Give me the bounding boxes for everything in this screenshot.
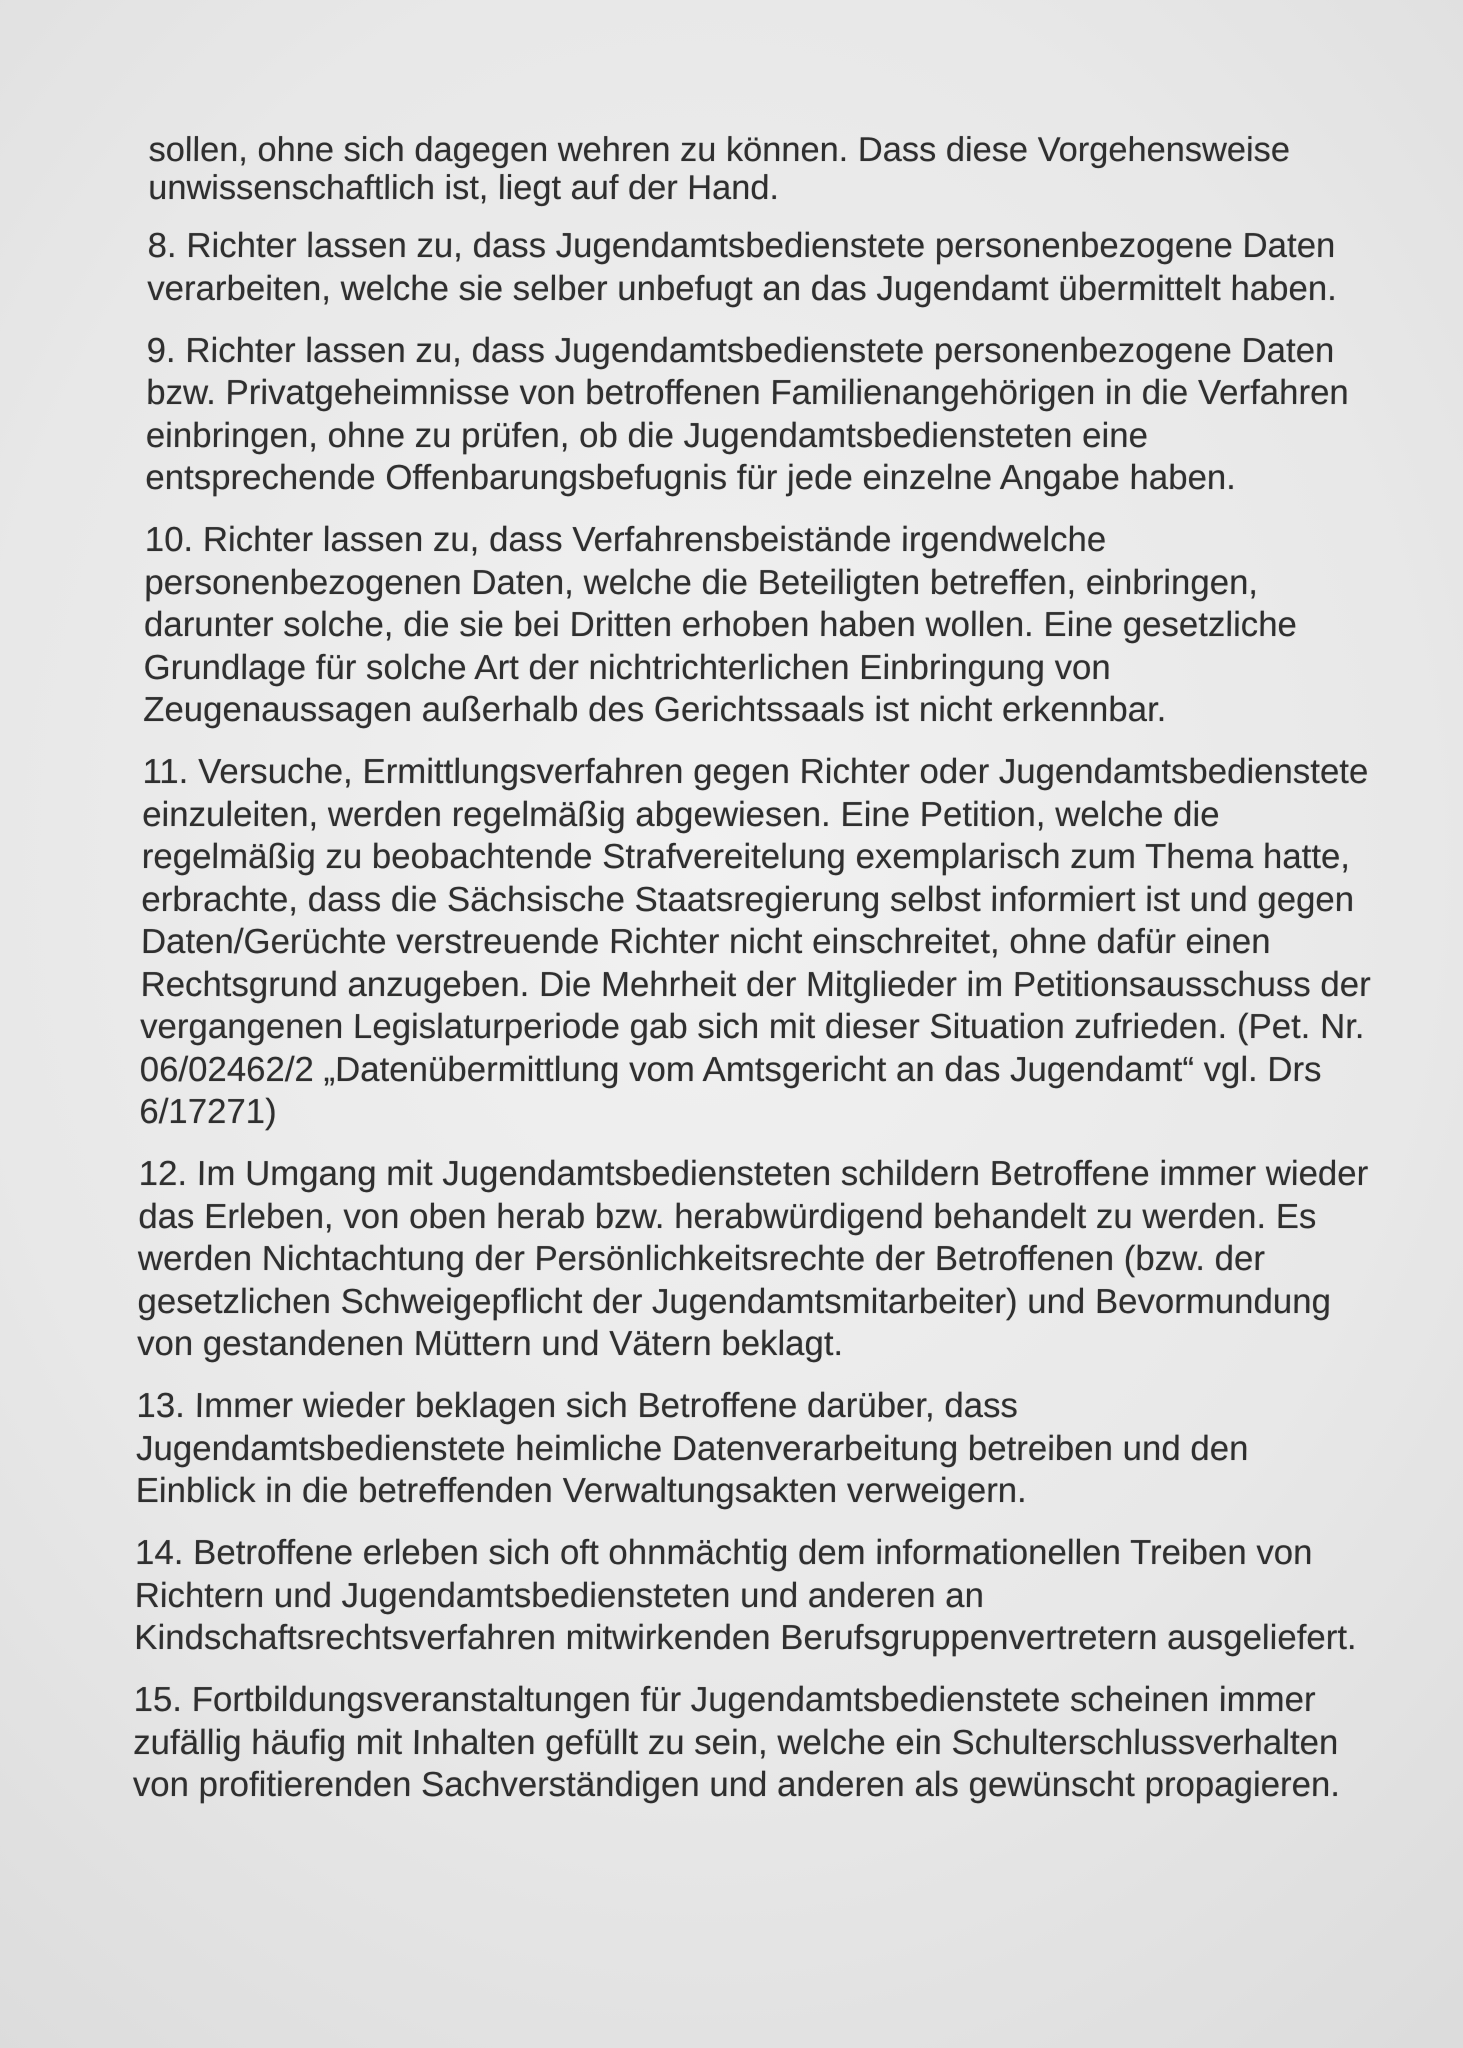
numbered-paragraph-9: [145, 330, 1460, 500]
paragraph-line: Einblick in die betreffenden Verwaltungsakten verweigern.: [135, 1471, 1027, 1510]
paragraph-line: [133, 1679, 1446, 1722]
paragraph-line: [142, 751, 1455, 794]
paragraph-line: unwissenschaftlich ist, liegt auf der Hand.: [148, 169, 780, 207]
paragraph-line: [136, 1385, 1449, 1428]
paragraph-line: sollen, ohne sich dagegen wehren zu können. Dass diese Vorgehensweise: [148, 131, 1291, 169]
numbered-paragraph-12: [137, 1153, 1452, 1366]
paragraph-line: gesetzlichen Schweigepflicht der Jugendamtsmitarbeiter) und Bevormundung: [137, 1281, 1332, 1321]
paragraph-line: werden Nichtachtung der Persönlichkeitsrechte der Betroffenen (bzw. der: [137, 1239, 1266, 1278]
paragraph-line: das Erleben, von oben herab bzw. herabwürdigend behandelt zu werden. Es: [138, 1196, 1317, 1236]
paragraph-number: 15.: [133, 1680, 183, 1719]
paragraph-line: einbringen, ohne zu prüfen, ob die Jugendamtsbediensteten eine: [145, 415, 1149, 455]
paragraph-line: entsprechende Offenbarungsbefugnis für jede einzelne Angabe haben.: [145, 458, 1237, 497]
paragraph-line: [145, 519, 1458, 562]
paragraph-line: Daten/Gerüchte verstreuende Richter nicht einschreitet, ohne dafür einen: [140, 922, 1271, 961]
paragraph-line-text: Versuche, Ermittlungsverfahren gegen Richter oder Jugendamtsbedienstete: [197, 752, 1369, 791]
paragraph-line: Zeugenaussagen außerhalb des Gerichtssaals ist nicht erkennbar.: [143, 690, 1167, 729]
paragraph-line: personenbezogenen Daten, welche die Beteiligten betreffen, einbringen,: [144, 562, 1259, 602]
paragraph-number: 12.: [138, 1154, 188, 1193]
paragraph-line-text: Im Umgang mit Jugendamtsbediensteten schildern Betroffene immer wieder: [196, 1154, 1369, 1193]
paragraph-line: zufällig häufig mit Inhalten gefüllt zu sein, welche ein Schulterschlussverhalten: [133, 1722, 1339, 1762]
numbered-paragraph-13: [135, 1385, 1449, 1513]
paragraph-line: verarbeiten, welche sie selber unbefugt an das Jugendamt übermittelt haben.: [147, 268, 1338, 308]
paragraph-line-text: Richter lassen zu, dass Jugendamtsbedienstete personenbezogene Daten: [186, 226, 1336, 265]
paragraph-line: darunter solche, die sie bei Dritten erhoben haben wollen. Eine gesetzliche: [143, 605, 1298, 644]
paragraph-line: Richtern und Jugendamtsbediensteten und anderen an: [134, 1575, 985, 1615]
paragraph-number: 14.: [134, 1533, 184, 1572]
paragraph-line: [135, 1532, 1448, 1575]
paragraph-line: vergangenen Legislaturperiode gab sich mit dieser Situation zufrieden. (Pet. Nr.: [139, 1007, 1365, 1046]
paragraph-line: Grundlage für solche Art der nichtrichterlichen Einbringung von: [143, 647, 1111, 687]
numbered-paragraph-10: [143, 519, 1458, 732]
paragraph-number: 13.: [136, 1386, 186, 1425]
paragraph-line: [147, 225, 1460, 268]
paragraph-line: erbrachte, dass die Sächsische Staatsregierung selbst informiert ist und gegen: [141, 879, 1355, 919]
continuation-paragraph: [148, 131, 1462, 207]
paragraph-number: 10.: [144, 520, 194, 559]
numbered-paragraph-11: [139, 751, 1456, 1134]
paragraph-number: 9.: [146, 330, 176, 370]
numbered-paragraph-15: [133, 1679, 1447, 1807]
paragraph-line: 06/02462/2 „Datenübermittlung vom Amtsgericht an das Jugendamt“ vgl. Drs: [139, 1049, 1322, 1089]
paragraph-line: Jugendamtsbedienstete heimliche Datenverarbeitung betreiben und den: [135, 1428, 1249, 1468]
paragraph-line: bzw. Privatgeheimnisse von betroffenen Familienangehörigen in die Verfahren: [146, 373, 1349, 412]
paragraph-line: einzuleiten, werden regelmäßig abgewiesen. Eine Petition, welche die: [141, 794, 1220, 834]
paragraph-line: von gestandenen Müttern und Vätern beklagt.: [136, 1324, 844, 1363]
numbered-paragraph-14: [134, 1532, 1448, 1660]
numbered-paragraph-8: [147, 225, 1461, 310]
paragraph-line: Kindschaftsrechtsverfahren mitwirkenden Berufsgruppenvertretern ausgeliefert.: [134, 1618, 1357, 1657]
paragraph-line: [139, 1153, 1452, 1196]
paragraph-number: 11.: [142, 752, 189, 791]
paragraph-line-text: Richter lassen zu, dass Jugendamtsbedienstete personenbezogene Daten: [185, 330, 1335, 370]
paragraph-line-text: Immer wieder beklagen sich Betroffene darüber, dass: [194, 1386, 1019, 1425]
paragraph-line: Rechtsgrund anzugeben. Die Mehrheit der Mitglieder im Petitionsausschuss der: [140, 964, 1371, 1004]
paragraph-line: von profitierenden Sachverständigen und anderen als gewünscht propagieren.: [132, 1765, 1341, 1804]
paragraph-line-text: Richter lassen zu, dass Verfahrensbeistände irgendwelche: [202, 520, 1107, 559]
paragraph-line-text: Betroffene erleben sich oft ohnmächtig dem informationellen Treiben von: [192, 1533, 1313, 1572]
paragraph-line-text: Fortbildungsveranstaltungen für Jugendamtsbedienstete scheinen immer: [191, 1680, 1316, 1719]
paragraph-line: 6/17271): [139, 1092, 277, 1131]
paragraph-line: regelmäßig zu beobachtende Strafvereitelung exemplarisch zum Thema hatte,: [141, 837, 1351, 876]
paragraph-line: [146, 330, 1459, 373]
paragraph-number: 8.: [147, 226, 177, 265]
